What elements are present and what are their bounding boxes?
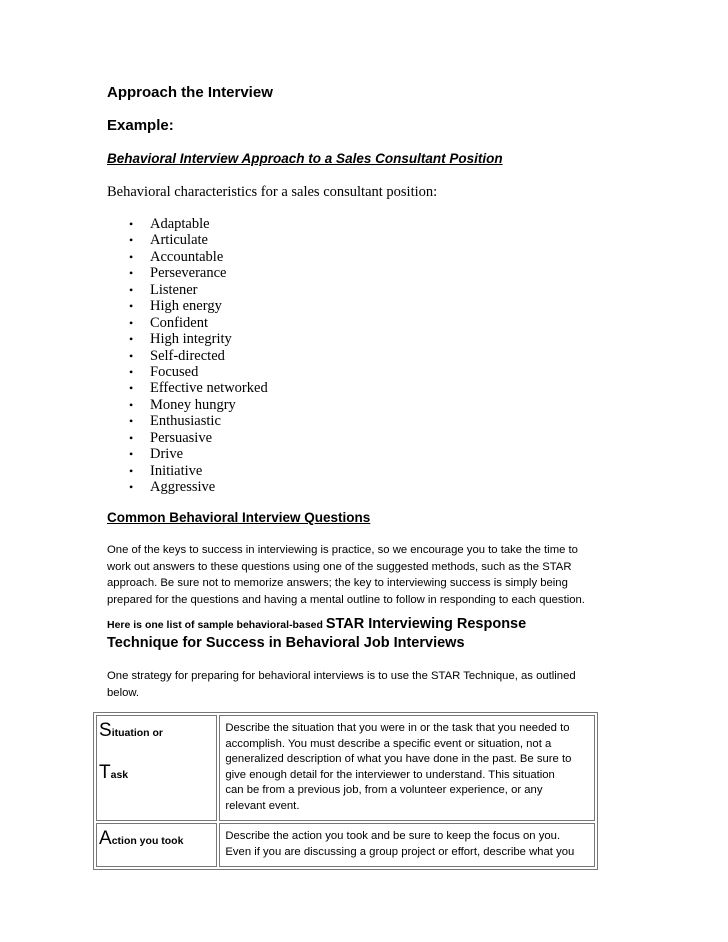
trait-label: Perseverance	[150, 265, 227, 282]
trait-label: Adaptable	[150, 216, 210, 232]
characteristics-intro: Behavioral characteristics for a sales consultant position:	[107, 184, 438, 200]
trait-label: Aggressive	[150, 479, 216, 495]
heading-approach: Approach the Interview	[107, 84, 273, 101]
bullet-icon: •	[129, 447, 134, 462]
bullet-icon: •	[129, 282, 134, 297]
trait-label: Focused	[150, 363, 199, 380]
trait-label: Money hungry	[150, 396, 236, 413]
bullet-icon: •	[129, 299, 134, 314]
star-description-line: accomplish. You must describe a specific event or situation, not a	[225, 737, 552, 750]
strategy-paragraph	[107, 668, 617, 701]
star-description-line: generalized description of what you have done in the past. Be sure to	[225, 753, 572, 765]
trait-label: Articulate	[150, 232, 208, 249]
paragraph-line: below.	[107, 686, 140, 699]
star-term	[99, 762, 216, 784]
trait-item	[107, 315, 268, 331]
heading-star-big2: Technique for Success in Behavioral Job Interviews	[107, 635, 465, 651]
trait-item	[107, 380, 268, 396]
bullet-icon: •	[129, 430, 134, 445]
bullet-icon: •	[129, 348, 134, 363]
star-description-line: relevant event.	[225, 799, 300, 812]
paragraph-line: One of the keys to success in interviewing is practice, so we encourage you to take the time to	[107, 544, 578, 556]
bullet-icon: •	[129, 397, 134, 412]
star-row	[96, 823, 595, 867]
trait-item	[107, 331, 268, 347]
paragraph-line: prepared for the questions and having a mental outline to follow in responding to each question.	[107, 593, 585, 606]
trait-item	[107, 282, 268, 298]
keys-paragraph	[107, 542, 617, 608]
bullet-icon: •	[129, 480, 134, 494]
star-term-rest: ask	[110, 769, 129, 781]
heading-behavioral-approach: Behavioral Interview Approach to a Sales Consultant Position	[107, 151, 503, 166]
trait-item	[107, 216, 268, 232]
bullet-icon: •	[129, 266, 134, 281]
heading-star-big1: STAR Interviewing Response	[325, 616, 527, 632]
paragraph-line: approach. Be sure not to memorize answers; the key to interviewing success is simply being	[107, 577, 568, 589]
heading-star-small: Here is one list of sample behavioral-based	[107, 619, 326, 631]
trait-label: Confident	[150, 314, 208, 331]
trait-item	[107, 265, 268, 281]
bullet-icon: •	[129, 217, 134, 231]
trait-item	[107, 249, 268, 265]
star-table	[93, 712, 598, 870]
heading-star-line1	[107, 615, 617, 634]
trait-label: Drive	[150, 446, 184, 463]
star-description-cell	[219, 715, 595, 821]
bullet-icon: •	[129, 332, 134, 347]
trait-item	[107, 463, 268, 479]
bullet-icon: •	[129, 463, 134, 478]
trait-label: Listener	[150, 281, 198, 298]
bullet-icon: •	[129, 381, 134, 396]
heading-common-questions: Common Behavioral Interview Questions	[107, 510, 371, 525]
trait-label: Persuasive	[150, 429, 213, 446]
trait-label: Accountable	[150, 248, 224, 265]
bullet-icon: •	[129, 315, 134, 330]
bullet-icon: •	[129, 233, 134, 248]
trait-item	[107, 364, 268, 380]
trait-item	[107, 348, 268, 364]
heading-example: Example:	[107, 117, 174, 134]
trait-label: Effective networked	[150, 380, 268, 397]
paragraph-line: One strategy for preparing for behavioral interviews is to use the STAR Technique, as outlined	[107, 670, 576, 682]
trait-label: Enthusiastic	[150, 413, 221, 430]
bullet-icon: •	[129, 364, 134, 379]
trait-item	[107, 446, 268, 462]
trait-item	[107, 232, 268, 248]
trait-label: High integrity	[150, 331, 232, 348]
star-description-line: Even if you are discussing a group project or effort, describe what you	[225, 845, 575, 858]
star-term-rest: ituation or	[111, 727, 164, 739]
star-term-cell	[96, 823, 217, 867]
heading-star	[107, 615, 617, 652]
star-term	[99, 828, 216, 850]
star-description-line: give enough detail for the interviewer to understand. This situation	[225, 768, 555, 781]
star-term-initial: T	[99, 762, 111, 783]
trait-item	[107, 298, 268, 314]
trait-item	[107, 413, 268, 429]
star-description-line: Describe the action you took and be sure to keep the focus on you.	[225, 830, 561, 842]
bullet-icon: •	[129, 249, 134, 264]
paragraph-line: work out answers to these questions using one of the suggested methods, such as the STAR	[107, 560, 572, 573]
trait-item	[107, 397, 268, 413]
trait-label: Self-directed	[150, 347, 225, 364]
trait-item	[107, 479, 268, 495]
traits-list	[107, 216, 268, 495]
star-term	[99, 720, 216, 742]
star-description-line: can be from a previous job, from a volunteer experience, or any	[225, 784, 543, 796]
star-description-line: Describe the situation that you were in or the task that you needed to	[225, 722, 570, 734]
star-row	[96, 715, 595, 821]
star-term-initial: A	[99, 828, 112, 849]
trait-label: Initiative	[150, 462, 203, 479]
trait-item	[107, 430, 268, 446]
star-description-cell	[219, 823, 595, 867]
star-term-cell	[96, 715, 217, 821]
star-term-initial: S	[99, 720, 112, 741]
bullet-icon: •	[129, 414, 134, 429]
star-term-rest: ction you took	[111, 835, 184, 847]
trait-label: High energy	[150, 298, 222, 315]
